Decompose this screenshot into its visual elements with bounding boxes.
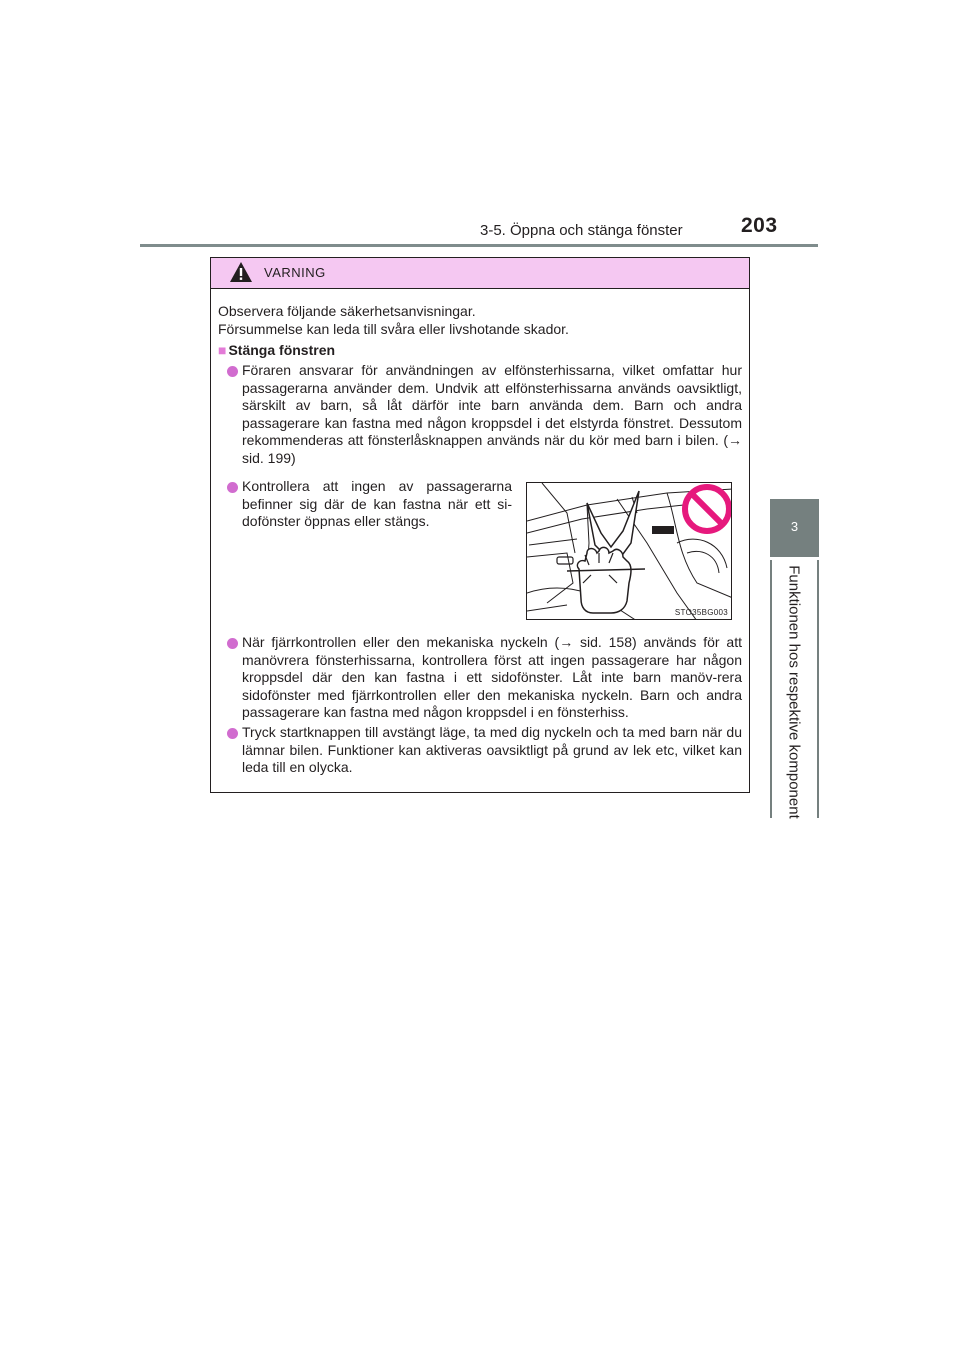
intro-line-2: Försummelse kan leda till svåra eller livshotande skador. xyxy=(218,320,569,337)
illustration-code: STO35BG003 xyxy=(674,608,728,617)
bullet-icon xyxy=(227,638,238,649)
chapter-number: 3 xyxy=(790,519,799,534)
warning-label: VARNING xyxy=(264,265,326,280)
warning-header xyxy=(211,258,749,289)
section-heading-text: Stänga fönstren xyxy=(228,342,336,358)
list-item: Tryck startknappen till avstängt läge, ta med dig nyckeln och ta med barn när du lämnar bilen. Funktioner kan aktiveras oavsiktligt på grund av lek etc, vilket kan leda till en olycka. xyxy=(242,724,742,775)
car-interior-drawing xyxy=(527,483,732,620)
intro-line-1: Observera följande säkerhetsanvisningar. xyxy=(218,303,476,319)
warning-triangle-icon xyxy=(229,261,253,283)
chapter-tab xyxy=(770,499,819,557)
chapter-label: Funktionen hos respektive komponent xyxy=(785,565,803,819)
bullet-icon xyxy=(227,366,238,377)
bullet-icon xyxy=(227,482,238,493)
window-pinch-illustration xyxy=(526,482,732,620)
list-item: När fjärrkontrollen eller den mekaniska nyckeln (→ sid. 158) används för att manövrera fönsterhissarna, kontrollera först att ingen passagerare har någon kroppsdel där den kan fastna i ett sidofönster. Låt inte barn manöv-rera sidofönster med fjärrkontrollen eller den mekaniska nyckeln. Barn och andra passagerare kan fastna med någon kroppsdel i en fönsterhiss. xyxy=(242,634,742,720)
list-item: Föraren ansvarar för användningen av elfönsterhissarna, vilket omfattar hur passagerarna använder dem. Undvik att elfönsterhissarna används oavsiktligt, särskilt av barn, så låt därför inte barn använda dem. Barn och andra passagerare kan fastna med någon kroppsdel i det elstyrda fönstret. Dessutom rekommenderas att fönsterlåsknappen används när du kör med barn i bilen. (→ sid. 199) xyxy=(242,362,742,466)
warning-box xyxy=(210,257,750,793)
list-item: Kontrollera att ingen av passagerarna befinner sig där de kan fastna när ett si-dofönster öppnas eller stängs. xyxy=(242,478,512,529)
header-rule xyxy=(140,244,818,247)
section-marker: ■ xyxy=(218,342,227,358)
section-heading xyxy=(218,342,335,360)
section-title: 3-5. Öppna och stänga fönster xyxy=(480,222,683,239)
warning-intro xyxy=(218,303,743,338)
page-number: 203 xyxy=(741,214,778,237)
bullet-icon xyxy=(227,728,238,739)
